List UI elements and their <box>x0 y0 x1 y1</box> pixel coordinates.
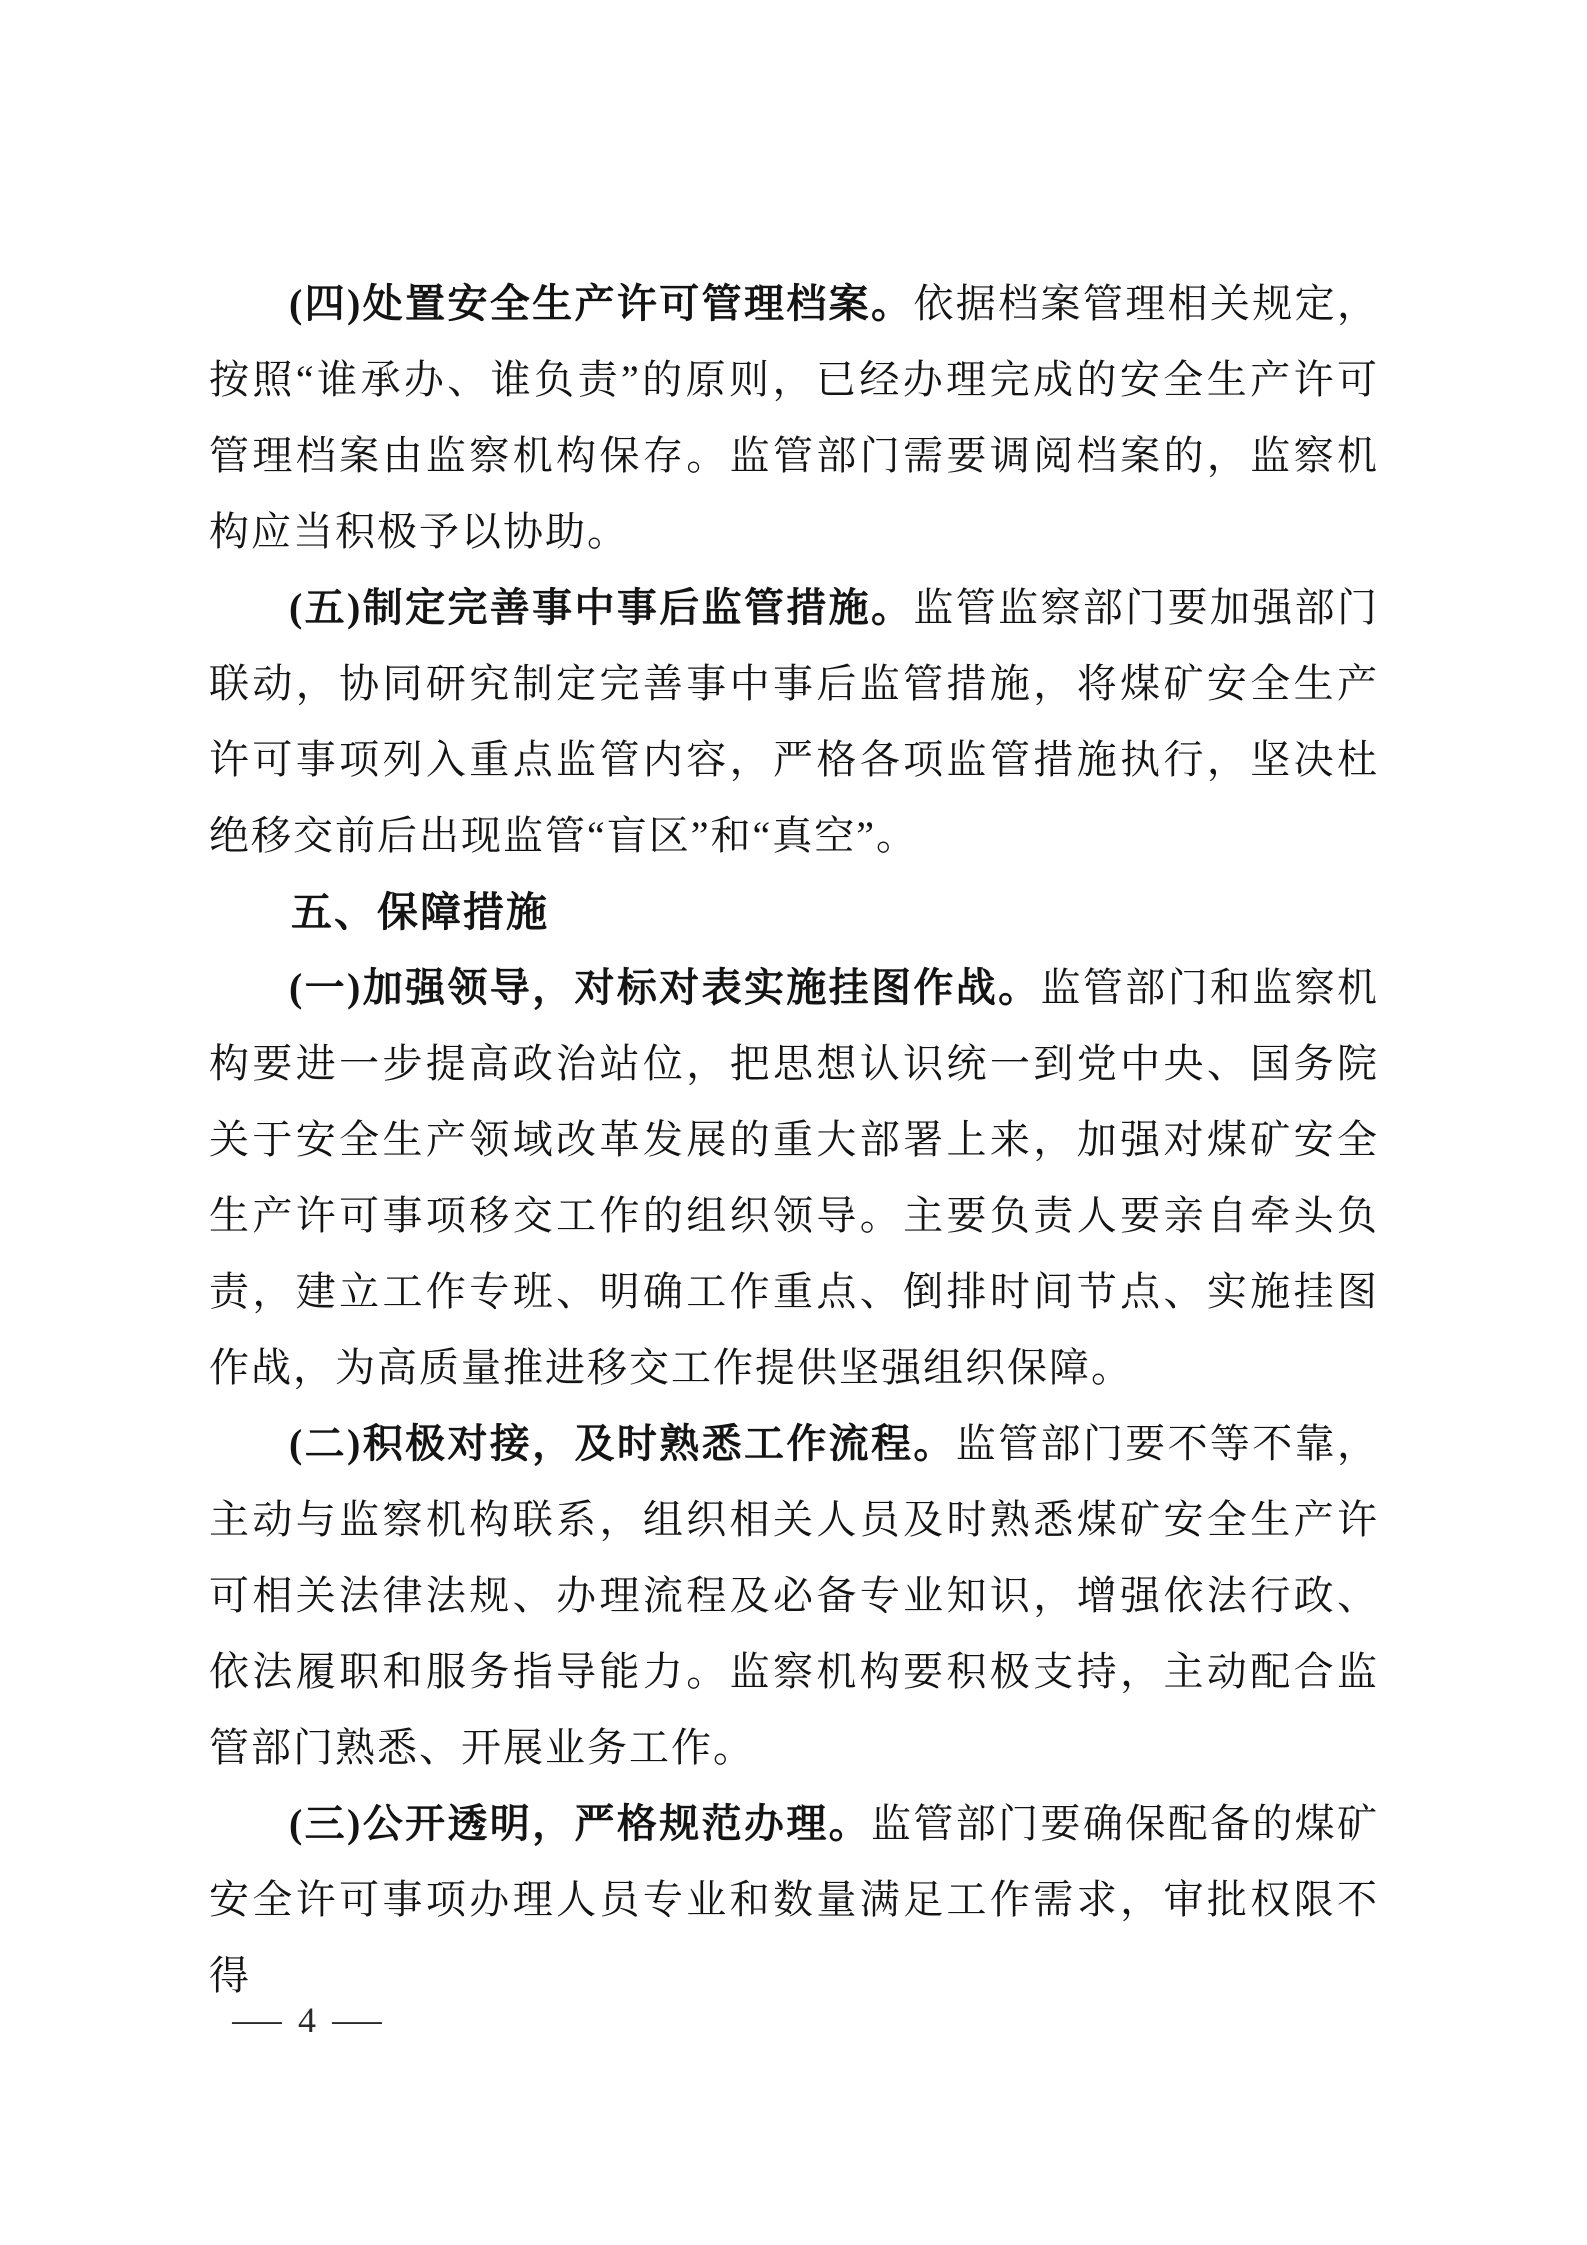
paragraph-body: 监管部门要不等不靠，主动与监察机构联系，组织相关人员及时熟悉煤矿安全生产许可相关法律法规、办理流程及必备专业知识，增强依法行政、依法履职和服务指导能力。监察机构要积极支持，主动配合监管部门熟悉、开展业务工作。 <box>209 1421 1380 1770</box>
paragraph <box>209 1406 1379 1786</box>
page-footer <box>232 1999 382 2041</box>
paragraph-lead: (三)公开透明，严格规范办理。 <box>289 1801 872 1846</box>
paragraph-lead: (一)加强领导，对标对表实施挂图作战。 <box>289 965 1041 1010</box>
paragraph-lead: (二)积极对接，及时熟悉工作流程。 <box>289 1421 956 1466</box>
paragraph-lead: (五)制定完善事中事后监管措施。 <box>289 585 914 630</box>
paragraph <box>209 266 1379 570</box>
paragraph-body: 监管监察部门要加强部门联动，协同研究制定完善事中事后监管措施，将煤矿安全生产许可事项列入重点监管内容，严格各项监管措施执行，坚决杜绝移交前后出现监管“盲区”和“真空”。 <box>209 585 1380 858</box>
paragraph <box>209 1786 1379 2014</box>
footer-dash-left: — <box>232 1999 282 2041</box>
paragraph-body: 依据档案管理相关规定，按照“谁承办、谁负责”的原则，已经办理完成的安全生产许可管理档案由监察机构保存。监管部门需要调阅档案的，监察机构应当积极予以协助。 <box>209 281 1380 554</box>
paragraph-body: 监管部门要确保配备的煤矿安全许可事项办理人员专业和数量满足工作需求，审批权限不得 <box>209 1801 1380 1998</box>
document-body <box>209 266 1379 2014</box>
paragraph <box>209 950 1379 1406</box>
paragraph <box>209 570 1379 874</box>
paragraph-lead: (四)处置安全生产许可管理档案。 <box>289 281 914 326</box>
page-number: 4 <box>298 2000 316 2040</box>
footer-dash-right: — <box>332 1999 382 2041</box>
section-heading: 五、保障措施 <box>291 889 549 935</box>
paragraph-body: 监管部门和监察机构要进一步提高政治站位，把思想认识统一到党中央、国务院关于安全生产领域改革发展的重大部署上来，加强对煤矿安全生产许可事项移交工作的组织领导。主要负责人要亲自牵头负责，建立工作专班、明确工作重点、倒排时间节点、实施挂图作战，为高质量推进移交工作提供坚强组织保障。 <box>209 965 1380 1390</box>
